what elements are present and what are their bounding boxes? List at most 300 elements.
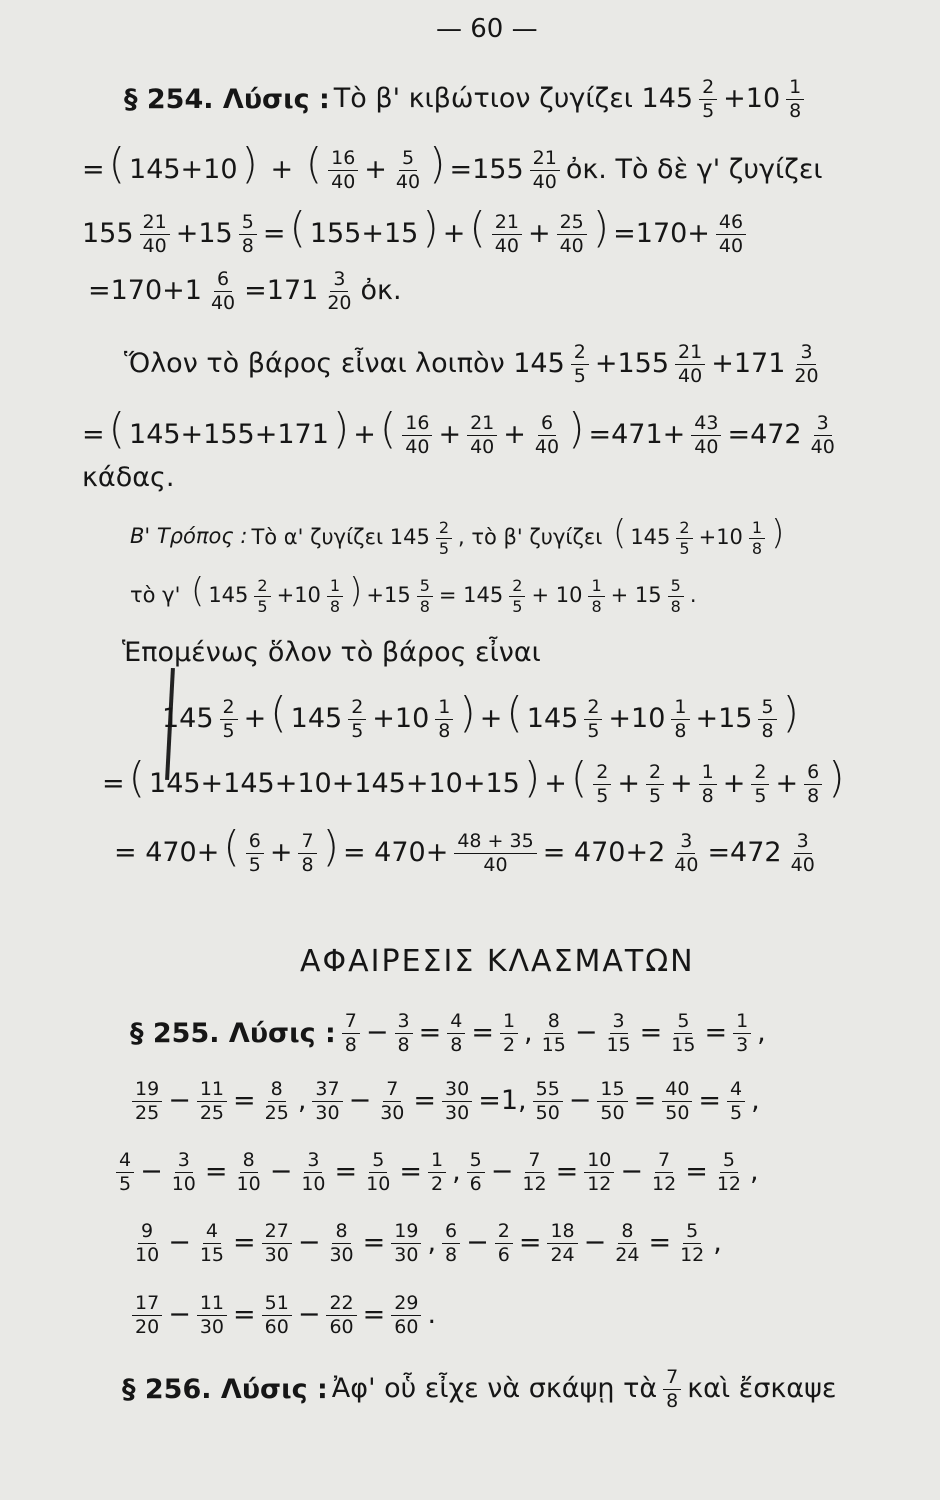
text-token: − — [168, 1085, 191, 1116]
text-token: = — [639, 1017, 663, 1048]
text-token: + — [353, 419, 376, 450]
fraction-denominator: 40 — [483, 854, 508, 876]
fraction-numerator: 43 — [691, 414, 721, 436]
fraction-denominator: 5 — [351, 720, 364, 742]
text-token: = 470+ — [114, 837, 220, 868]
text-token: κάδας. — [82, 462, 175, 493]
fraction — [675, 343, 705, 386]
text-token: +15 — [695, 703, 753, 734]
text-token: =171 — [244, 275, 319, 306]
fraction-denominator: 40 — [790, 854, 815, 876]
fraction-denominator: 5 — [222, 720, 235, 742]
fraction-numerator: 1 — [327, 578, 343, 597]
fraction-denominator: 40 — [678, 365, 703, 387]
method2-expr-1 — [249, 513, 786, 558]
fraction-numerator: 6 — [804, 763, 822, 785]
fraction — [597, 1080, 627, 1123]
fraction — [169, 1151, 199, 1194]
fraction-numerator: 8 — [545, 1012, 563, 1034]
text-token: =471+ — [588, 419, 686, 450]
fraction — [391, 1294, 421, 1337]
fraction-numerator: 3 — [797, 343, 815, 365]
paren: ) — [322, 822, 339, 871]
fraction — [208, 270, 238, 313]
s255-expr-2 — [128, 1080, 762, 1123]
fraction-denominator: 50 — [600, 1102, 625, 1124]
fraction-numerator: 8 — [268, 1080, 286, 1102]
fraction — [532, 414, 562, 457]
text-token: 145 — [526, 703, 579, 734]
text-token: , — [524, 1017, 533, 1048]
fraction-denominator: 40 — [142, 235, 167, 257]
fraction-denominator: 5 — [587, 720, 600, 742]
fraction — [749, 517, 765, 558]
fraction-numerator: 16 — [402, 414, 432, 436]
fraction-denominator: 8 — [419, 596, 430, 616]
fraction-numerator: 10 — [584, 1151, 614, 1173]
s254-line-2 — [80, 139, 825, 193]
fraction-denominator: 40 — [810, 436, 835, 458]
fraction-denominator: 40 — [331, 171, 356, 193]
text-token: = — [698, 1085, 722, 1116]
text-token: + — [527, 218, 551, 249]
text-token: = — [399, 1156, 422, 1187]
fraction-denominator: 12 — [652, 1173, 677, 1195]
fraction-denominator: 10 — [171, 1173, 196, 1195]
text-token: − — [297, 1227, 321, 1258]
fraction — [298, 1151, 328, 1194]
text-token: 145 — [162, 703, 214, 734]
fraction-denominator: 24 — [550, 1244, 575, 1266]
fraction-numerator: 7 — [655, 1151, 673, 1173]
fraction-denominator: 20 — [794, 365, 819, 387]
fraction-numerator: 5 — [674, 1012, 692, 1034]
fraction-numerator: 1 — [428, 1151, 446, 1173]
fraction-numerator: 21 — [467, 414, 497, 436]
s254-line-4 — [86, 270, 404, 313]
fraction-numerator: 6 — [214, 270, 232, 292]
fraction-denominator: 5 — [730, 1102, 743, 1124]
fraction-numerator: 19 — [132, 1080, 162, 1102]
fraction-numerator: 2 — [571, 343, 589, 365]
text-token: + — [261, 154, 302, 185]
fraction — [447, 1012, 465, 1055]
fraction-numerator: 15 — [597, 1080, 627, 1102]
fraction — [467, 1151, 485, 1194]
fraction-numerator: 21 — [675, 343, 705, 365]
fraction-denominator: 8 — [807, 785, 820, 807]
fraction — [395, 1012, 413, 1055]
fraction — [699, 763, 717, 806]
text-token: +10 — [372, 703, 430, 734]
s255-line-1 — [128, 1012, 768, 1055]
fraction-denominator: 40 — [534, 436, 560, 458]
method2-expr-4 — [160, 688, 801, 742]
text-token: = — [82, 419, 105, 450]
fraction-numerator: 1 — [671, 698, 689, 720]
s255-line-4 — [128, 1222, 724, 1265]
text-token: + — [775, 768, 799, 799]
fraction — [791, 343, 821, 386]
s254-expr-5 — [122, 343, 826, 386]
fraction-numerator: 6 — [538, 414, 556, 436]
s255-expr-3 — [112, 1151, 761, 1194]
fraction — [132, 1080, 162, 1123]
fraction-denominator: 50 — [535, 1102, 560, 1124]
fraction-numerator: 5 — [467, 1151, 485, 1173]
s255-expr-1 — [338, 1012, 768, 1055]
fraction-denominator: 5 — [648, 785, 662, 807]
fraction — [326, 1294, 356, 1337]
paren: ) — [332, 404, 350, 453]
fraction-numerator: 3 — [304, 1151, 322, 1173]
paren: ) — [429, 139, 446, 188]
text-token: Ὅλον τὸ βάρος εἶναι λοιπὸν 145 — [124, 348, 565, 379]
fraction-numerator: 8 — [240, 1151, 258, 1173]
fraction — [668, 575, 684, 616]
fraction-denominator: 40 — [674, 854, 699, 876]
fraction — [691, 414, 721, 457]
fraction — [436, 517, 452, 558]
fraction-denominator: 40 — [532, 171, 557, 193]
fraction-numerator: 11 — [197, 1294, 227, 1316]
fraction-numerator: 1 — [435, 698, 453, 720]
method2-label: Β' Τρόπος : — [130, 524, 248, 549]
fraction-denominator: 8 — [674, 720, 687, 742]
text-token: = — [418, 1017, 442, 1048]
fraction — [298, 832, 316, 875]
fraction-numerator: 7 — [383, 1080, 401, 1102]
text-token: − — [365, 1017, 389, 1048]
text-token: , — [427, 1227, 437, 1258]
text-token: , — [751, 1085, 760, 1116]
fraction — [584, 698, 602, 741]
fraction-numerator: 6 — [442, 1222, 460, 1244]
text-token: +10 — [276, 583, 321, 607]
fraction-numerator: 21 — [140, 213, 170, 235]
fraction-denominator: 8 — [344, 1034, 357, 1056]
text-token: + — [438, 419, 462, 450]
text-token: , τὸ β' ζυγίζει — [458, 525, 610, 549]
text-token: − — [490, 1156, 514, 1187]
fraction — [584, 1151, 614, 1194]
fraction — [649, 1151, 679, 1194]
fraction-denominator: 15 — [541, 1034, 566, 1056]
fraction-denominator: 25 — [135, 1102, 160, 1124]
fraction-numerator: 2 — [495, 1222, 513, 1244]
fraction-numerator: 8 — [618, 1222, 636, 1244]
paren: ( — [191, 571, 205, 611]
fraction-numerator: 22 — [326, 1294, 356, 1316]
text-token: + — [722, 768, 746, 799]
fraction-denominator: 6 — [469, 1173, 482, 1195]
fraction — [804, 763, 822, 806]
fraction — [509, 575, 525, 616]
fraction — [500, 1012, 518, 1055]
text-token: = — [362, 1299, 386, 1330]
text-token: = — [204, 1156, 228, 1187]
s254-expr-4 — [86, 270, 404, 313]
fraction-numerator: 16 — [328, 149, 358, 171]
text-token: − — [574, 1017, 598, 1048]
fraction-numerator: 2 — [220, 698, 238, 720]
fraction-denominator: 8 — [751, 538, 763, 558]
fraction-denominator: 60 — [329, 1316, 354, 1338]
fraction — [328, 149, 358, 192]
fraction-numerator: 2 — [699, 78, 717, 100]
fraction-numerator: 8 — [332, 1222, 350, 1244]
fraction-numerator: 17 — [132, 1294, 162, 1316]
fraction-numerator: 11 — [197, 1080, 227, 1102]
fraction-denominator: 8 — [701, 785, 714, 807]
fraction-denominator: 40 — [395, 171, 421, 193]
text-token: = 470+ — [342, 837, 449, 868]
fraction-denominator: 5 — [573, 365, 586, 387]
fraction-numerator: 3 — [814, 414, 832, 436]
fraction — [530, 149, 560, 192]
text-token: Ἀφ' οὗ εἶχε νὰ σκάψῃ τὰ — [331, 1373, 658, 1404]
fraction-denominator: 8 — [670, 596, 681, 616]
s254-expr-6 — [80, 404, 842, 458]
text-token: Τὸ α' ζυγίζει 145 — [251, 525, 430, 549]
fraction — [671, 832, 701, 875]
fraction-numerator: 5 — [399, 149, 417, 171]
fraction — [751, 763, 769, 806]
fraction-denominator: 8 — [445, 1244, 458, 1266]
fraction-denominator: 40 — [405, 436, 430, 458]
fraction-denominator: 5 — [119, 1173, 132, 1195]
fraction — [234, 1151, 264, 1194]
fraction-numerator: 3 — [395, 1012, 413, 1034]
text-token: + — [442, 218, 466, 249]
section-label-255: § 255. Λύσις : — [130, 1018, 336, 1049]
text-token: + — [269, 837, 293, 868]
text-token: 145+10 — [129, 154, 238, 185]
fraction-numerator: 21 — [492, 213, 522, 235]
fraction-denominator: 5 — [679, 538, 690, 558]
fraction — [533, 1080, 563, 1123]
fraction-denominator: 5 — [257, 596, 268, 616]
paren: ) — [568, 404, 585, 453]
paren: ( — [289, 203, 306, 252]
paren: ) — [422, 203, 439, 252]
text-token: =472 — [707, 837, 782, 868]
text-token: + — [544, 768, 567, 799]
text-token: = 470+2 — [542, 837, 666, 868]
text-token: + — [617, 768, 640, 799]
fraction-denominator: 30 — [380, 1102, 405, 1124]
paren: ( — [223, 822, 240, 871]
fraction — [454, 832, 536, 875]
fraction — [442, 1222, 460, 1265]
fraction-numerator: 3 — [330, 270, 348, 292]
text-token: = — [233, 1085, 256, 1116]
paren: ( — [613, 513, 627, 553]
text-token: +10 — [608, 703, 666, 734]
text-token: , — [713, 1227, 722, 1258]
fraction — [492, 213, 522, 256]
fraction-denominator: 5 — [512, 596, 523, 616]
fraction — [428, 1151, 446, 1194]
text-token: 145 — [290, 703, 343, 734]
fraction-numerator: 19 — [391, 1222, 421, 1244]
text-token: + — [364, 154, 387, 185]
fraction-denominator: 20 — [327, 292, 352, 314]
fraction — [588, 575, 604, 616]
fraction — [239, 213, 257, 256]
text-token: − — [168, 1299, 191, 1330]
fraction — [786, 78, 804, 121]
text-token: = 145 — [438, 583, 504, 607]
text-token: 155+15 — [309, 218, 419, 249]
fraction-denominator: 8 — [666, 1390, 679, 1412]
fraction — [246, 832, 264, 875]
text-token: 145 — [208, 583, 249, 607]
fraction-numerator: 5 — [683, 1222, 701, 1244]
method2-line-5 — [100, 753, 847, 807]
text-token: = — [262, 218, 286, 249]
paren: ) — [523, 753, 541, 802]
method2-expr-6 — [112, 822, 822, 876]
fraction — [571, 343, 589, 386]
fraction-numerator: 6 — [246, 832, 264, 854]
text-token: +10 — [723, 83, 781, 114]
fraction-numerator: 2 — [676, 520, 692, 539]
paren: ) — [241, 139, 258, 188]
s254-expr-1 — [332, 78, 808, 121]
fraction-numerator: 3 — [677, 832, 695, 854]
fraction-denominator: 8 — [329, 596, 341, 616]
text-token: = — [633, 1085, 657, 1116]
fraction-numerator: 2 — [584, 698, 602, 720]
fraction — [662, 1080, 692, 1123]
fraction — [593, 763, 611, 806]
fraction — [132, 1294, 162, 1337]
fraction — [808, 414, 838, 457]
text-token: + — [503, 419, 526, 450]
fraction — [363, 1151, 393, 1194]
s254-line-3 — [80, 203, 750, 257]
fraction — [676, 517, 692, 558]
fraction-denominator: 10 — [236, 1173, 261, 1195]
fraction — [220, 698, 238, 741]
fraction-denominator: 12 — [587, 1173, 612, 1195]
fraction-numerator: 5 — [239, 213, 257, 235]
fraction-denominator: 20 — [135, 1316, 160, 1338]
fraction-numerator: 2 — [348, 698, 366, 720]
fraction-denominator: 8 — [397, 1034, 410, 1056]
fraction-denominator: 40 — [718, 235, 744, 257]
text-token: − — [620, 1156, 643, 1187]
s256-line-1 — [120, 1368, 839, 1411]
fraction-denominator: 40 — [470, 436, 495, 458]
fraction — [132, 1222, 162, 1265]
fraction — [646, 763, 664, 806]
text-token: + — [243, 703, 267, 734]
fraction-numerator: 4 — [116, 1151, 134, 1173]
page-number: — 60 — — [436, 14, 538, 44]
text-token: 155 — [82, 218, 134, 249]
text-token: − — [583, 1227, 607, 1258]
fraction-denominator: 30 — [264, 1244, 289, 1266]
text-token: = — [648, 1227, 672, 1258]
text-token: 145 — [630, 525, 671, 549]
fraction-denominator: 15 — [671, 1034, 696, 1056]
fraction — [197, 1080, 227, 1123]
fraction-denominator: 40 — [210, 292, 236, 314]
fraction-numerator: 27 — [262, 1222, 292, 1244]
method2-line-1 — [128, 513, 786, 558]
fraction-numerator: 21 — [530, 149, 560, 171]
fraction-numerator: 1 — [699, 763, 717, 785]
fraction-numerator: 2 — [509, 578, 525, 597]
fraction-numerator: 30 — [442, 1080, 472, 1102]
paren: ( — [305, 139, 323, 188]
text-token: +15 — [366, 583, 411, 607]
s254-line-7 — [80, 462, 176, 493]
text-token: , — [750, 1156, 759, 1187]
paren: ) — [828, 753, 845, 802]
section-heading: ΑΦΑΙΡΕΣΙΣ ΚΛΑΣΜΑΤΩΝ — [300, 944, 695, 979]
fraction-denominator: 60 — [394, 1316, 419, 1338]
fraction-denominator: 12 — [522, 1173, 547, 1195]
fraction-denominator: 50 — [665, 1102, 690, 1124]
fraction — [116, 1151, 134, 1194]
fraction-numerator: 46 — [716, 213, 746, 235]
paren: ( — [270, 688, 287, 737]
fraction — [467, 414, 497, 457]
text-token: − — [168, 1227, 191, 1258]
s255-expr-5 — [128, 1294, 438, 1337]
fraction-denominator: 8 — [438, 720, 451, 742]
fraction-denominator: 8 — [789, 100, 802, 122]
s255-line-2 — [128, 1080, 762, 1123]
text-token: + 10 — [531, 583, 583, 607]
fraction-numerator: 4 — [727, 1080, 745, 1102]
fraction-denominator: 5 — [702, 100, 715, 122]
fraction-numerator: 2 — [751, 763, 769, 785]
text-token: = — [82, 154, 105, 185]
text-token: − — [466, 1227, 489, 1258]
fraction-numerator: 1 — [500, 1012, 518, 1034]
paren: ( — [128, 753, 146, 802]
fraction-denominator: 25 — [199, 1102, 224, 1124]
fraction — [714, 1151, 744, 1194]
fraction-numerator: 7 — [525, 1151, 543, 1173]
fraction-denominator: 60 — [264, 1316, 289, 1338]
paren: ) — [349, 571, 363, 611]
fraction-denominator: 40 — [494, 235, 519, 257]
fraction — [312, 1080, 342, 1123]
fraction-denominator: 8 — [450, 1034, 463, 1056]
fraction-denominator: 30 — [394, 1244, 419, 1266]
fraction-denominator: 8 — [241, 235, 254, 257]
method2-expr-2 — [128, 571, 699, 616]
text-token: Τὸ β' κιβώτιον ζυγίζει 145 — [333, 83, 694, 114]
fraction-numerator: 5 — [369, 1151, 387, 1173]
section-label-254: § 254. Λύσις : — [124, 84, 330, 115]
paren: ( — [570, 753, 588, 802]
fraction-denominator: 8 — [761, 720, 774, 742]
fraction-denominator: 30 — [199, 1316, 224, 1338]
fraction — [788, 832, 818, 875]
text-token: + — [479, 703, 503, 734]
fraction-numerator: 5 — [720, 1151, 738, 1173]
fraction-denominator: 15 — [199, 1244, 224, 1266]
text-token: = — [102, 768, 125, 799]
fraction — [435, 698, 453, 741]
fraction — [417, 575, 433, 616]
